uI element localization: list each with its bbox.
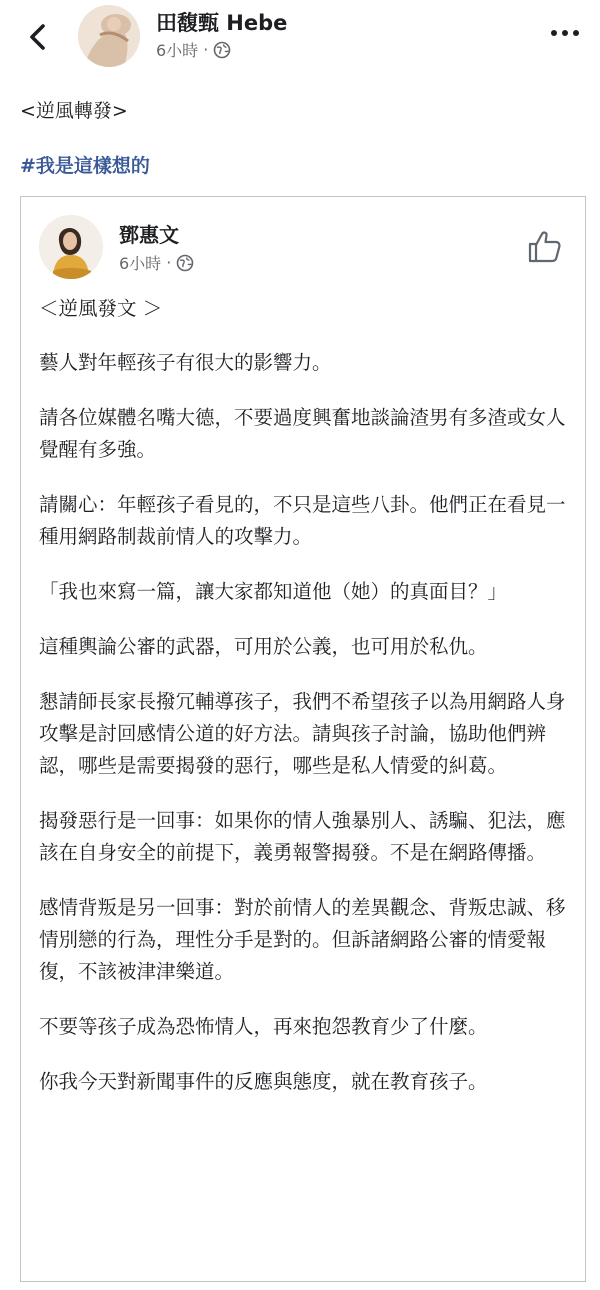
post-time[interactable]: 6小時 (156, 41, 199, 60)
avatar-image (39, 215, 103, 279)
quoted-post-meta (119, 251, 194, 274)
author-name[interactable]: 田馥甄 Hebe (156, 11, 288, 35)
quoted-author-avatar[interactable] (39, 215, 103, 279)
post-header (0, 0, 600, 72)
post-paragraph: 感情背叛是另一回事：對於前情人的差異觀念、背叛忠誠、移情別戀的行為，理性分手是對的。但訴諸網路公審的情愛報復，不該被津津樂道。 (39, 896, 566, 983)
post-paragraph: 請關心：年輕孩子看見的，不只是這些八卦。他們正在看見一種用網路制裁前情人的攻擊力。 (39, 493, 566, 548)
post-paragraph: 揭發惡行是一回事：如果你的情人強暴別人、誘騙、犯法，應該在自身安全的前提下，義勇報警揭發。不是在網路傳播。 (39, 809, 566, 864)
hashtag-link[interactable]: #我是這樣想的 (20, 155, 150, 177)
quoted-post-time[interactable]: 6小時 (119, 254, 162, 273)
post-paragraph: 這種輿論公審的武器，可用於公義，也可用於私仇。 (39, 635, 488, 658)
repost-tag: <逆風轉發> (20, 100, 128, 122)
author-avatar[interactable] (78, 5, 140, 67)
globe-icon (213, 41, 231, 59)
post-meta (156, 38, 231, 61)
meta-separator: · (203, 40, 209, 59)
meta-separator: · (166, 253, 172, 272)
post-paragraph: 「我也來寫一篇，讓大家都知道他（她）的真面目？」 (39, 580, 508, 603)
post-paragraph: 不要等孩子成為恐怖情人，再來抱怨教育少了什麼。 (39, 1015, 488, 1038)
globe-icon (176, 254, 194, 272)
thumbs-up-icon[interactable] (525, 227, 565, 267)
chevron-left-icon[interactable] (22, 20, 56, 54)
quoted-post-body (39, 293, 569, 1121)
post-paragraph: ＜逆風發文 ＞ (39, 297, 163, 320)
post-paragraph: 藝人對年輕孩子有很大的影響力。 (39, 351, 332, 374)
quoted-post-card[interactable] (20, 196, 586, 1282)
post-paragraph: 你我今天對新聞事件的反應與態度，就在教育孩子。 (39, 1070, 488, 1093)
post-paragraph: 請各位媒體名嘴大德，不要過度興奮地談論渣男有多渣或女人覺醒有多強。 (39, 406, 566, 461)
quoted-author-name[interactable]: 鄧惠文 (119, 223, 179, 247)
more-dots-icon[interactable] (548, 18, 582, 48)
avatar-image (78, 5, 140, 67)
post-paragraph: 懇請師長家長撥冗輔導孩子，我們不希望孩子以為用網路人身攻擊是討回感情公道的好方法。請與孩子討論，協助他們辨認，哪些是需要揭發的惡行，哪些是私人情愛的糾葛。 (39, 690, 566, 777)
